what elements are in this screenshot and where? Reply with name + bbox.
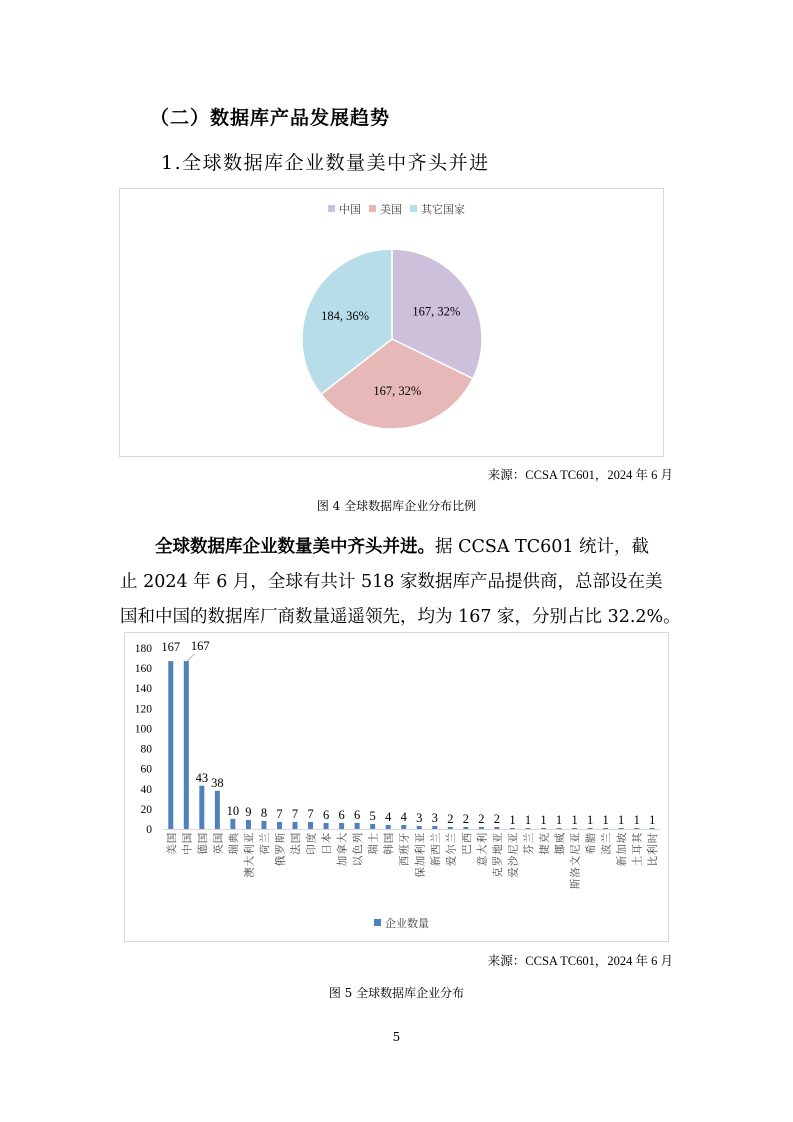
x-category-label xyxy=(475,833,488,867)
y-tick-label: 100 xyxy=(134,723,152,736)
svg-text:新: 新 xyxy=(616,855,629,867)
svg-text:利: 利 xyxy=(647,844,660,855)
bar-data-label: 6 xyxy=(338,807,345,822)
y-tick-label: 40 xyxy=(140,783,152,796)
pie-chart-frame xyxy=(119,188,664,457)
svg-text:克: 克 xyxy=(538,832,551,844)
pie-chart xyxy=(120,189,665,458)
bar xyxy=(494,827,499,829)
bar xyxy=(479,827,484,829)
leader-line xyxy=(187,654,194,661)
x-category-label xyxy=(631,832,644,866)
x-category-label xyxy=(289,833,302,855)
legend-swatch-icon xyxy=(374,919,381,926)
bar xyxy=(619,828,624,829)
x-category-label xyxy=(180,833,193,855)
bar-data-label: 167 xyxy=(190,639,210,653)
bar-data-label: 1 xyxy=(649,812,656,827)
pie-data-label: 184, 36% xyxy=(321,309,370,324)
bar-data-label: 5 xyxy=(369,808,376,823)
bar-data-label: 7 xyxy=(291,806,299,821)
svg-text:西: 西 xyxy=(429,844,442,855)
bar xyxy=(293,822,298,829)
svg-text:捷: 捷 xyxy=(538,844,551,855)
x-category-label xyxy=(506,832,519,878)
svg-text:新: 新 xyxy=(429,855,442,867)
svg-text:耳: 耳 xyxy=(631,844,644,855)
pie-legend-label: 美国 xyxy=(380,203,402,216)
bar xyxy=(572,828,577,829)
bar-chart xyxy=(125,633,670,943)
bar xyxy=(557,828,562,829)
paragraph-line2: 止 2024 年 6 月，全球有共计 518 家数据库产品提供商，总部设在美 xyxy=(120,572,663,592)
bar-data-label: 1 xyxy=(509,812,516,827)
bar-data-label: 43 xyxy=(195,770,209,785)
bar-data-label: 1 xyxy=(571,812,578,827)
svg-text:大: 大 xyxy=(336,832,349,844)
svg-text:瑞: 瑞 xyxy=(367,844,380,855)
x-category-label xyxy=(522,832,535,855)
bar xyxy=(448,827,453,829)
figure4-caption: 图 4 全球数据库企业分布比例 xyxy=(316,499,477,513)
x-category-label xyxy=(491,832,504,878)
bar-data-label: 3 xyxy=(416,810,423,825)
bar xyxy=(230,819,235,829)
svg-text:巴: 巴 xyxy=(460,844,473,855)
x-category-label xyxy=(258,832,271,855)
bar-data-label: 3 xyxy=(431,810,438,825)
pie-legend-label: 中国 xyxy=(339,203,361,216)
svg-text:罗: 罗 xyxy=(274,844,287,855)
svg-text:尔: 尔 xyxy=(445,844,458,855)
page-number: 5 xyxy=(392,1030,401,1044)
x-category-label xyxy=(196,833,209,855)
bar-data-label: 4 xyxy=(385,809,392,824)
bar-data-label: 10 xyxy=(226,803,240,818)
svg-text:亚: 亚 xyxy=(507,832,520,844)
bar-data-label: 1 xyxy=(633,812,640,827)
svg-text:国: 国 xyxy=(212,832,225,844)
svg-text:坡: 坡 xyxy=(616,832,629,844)
bar xyxy=(324,823,329,829)
svg-text:保: 保 xyxy=(414,867,427,878)
figure5-caption: 图 5 全球数据库企业分布 xyxy=(328,986,465,1000)
svg-text:腊: 腊 xyxy=(585,832,598,844)
bar xyxy=(386,825,391,829)
body-paragraph xyxy=(120,530,681,635)
x-category-label xyxy=(273,832,286,866)
x-category-label xyxy=(553,832,566,855)
svg-text:西: 西 xyxy=(398,855,411,867)
bar-legend xyxy=(125,915,670,931)
y-tick-label: 0 xyxy=(146,824,152,836)
figure4-source: 来源：CCSA TC601，2024 年 6 月 xyxy=(487,468,673,482)
svg-text:斯: 斯 xyxy=(569,878,582,890)
y-tick-label: 180 xyxy=(134,643,152,655)
paragraph-lead: 全球数据库企业数量美中齐头并进。 xyxy=(155,537,435,557)
svg-text:印: 印 xyxy=(305,844,318,855)
bar xyxy=(541,828,546,829)
x-category-label xyxy=(351,833,364,867)
svg-text:中: 中 xyxy=(181,844,194,855)
svg-text:利: 利 xyxy=(414,844,427,855)
bar-data-label: 7 xyxy=(307,806,314,821)
bar xyxy=(355,823,360,829)
bar-data-label: 6 xyxy=(354,807,361,822)
svg-text:兰: 兰 xyxy=(445,832,458,844)
svg-text:地: 地 xyxy=(491,844,504,855)
svg-text:国: 国 xyxy=(383,832,396,844)
svg-text:国: 国 xyxy=(165,832,178,844)
paragraph-line3: 国和中国的数据库厂商数量遥遥领先，均为 167 家，分别占比 32.2%。 xyxy=(120,607,681,627)
bar xyxy=(370,824,375,829)
svg-text:比: 比 xyxy=(647,855,660,867)
svg-text:威: 威 xyxy=(554,832,567,844)
svg-text:瑞: 瑞 xyxy=(227,844,240,855)
svg-text:亚: 亚 xyxy=(414,832,427,844)
bar xyxy=(634,828,639,829)
bar xyxy=(277,822,282,829)
svg-text:文: 文 xyxy=(569,855,582,867)
pie-data-label: 167, 32% xyxy=(412,304,461,319)
y-tick-label: 60 xyxy=(140,763,152,776)
svg-text:希: 希 xyxy=(585,844,598,855)
x-category-label xyxy=(413,832,426,878)
figure5-source: 来源：CCSA TC601，2024 年 6 月 xyxy=(487,954,673,968)
bar xyxy=(246,820,251,829)
svg-text:兰: 兰 xyxy=(522,832,535,844)
svg-text:国: 国 xyxy=(290,832,303,844)
svg-text:牙: 牙 xyxy=(398,832,411,844)
svg-text:兰: 兰 xyxy=(429,832,442,844)
bar-data-label: 6 xyxy=(322,807,330,822)
bar-data-label: 2 xyxy=(478,811,485,826)
x-category-label xyxy=(211,833,224,855)
svg-text:芬: 芬 xyxy=(522,844,535,855)
svg-text:士: 士 xyxy=(367,832,380,844)
bar xyxy=(588,828,593,829)
svg-text:英: 英 xyxy=(212,844,225,855)
svg-text:以: 以 xyxy=(352,855,365,867)
svg-text:亚: 亚 xyxy=(491,832,504,844)
svg-text:拿: 拿 xyxy=(336,844,349,855)
svg-text:时: 时 xyxy=(647,832,660,844)
bar-data-label: 1 xyxy=(524,812,532,827)
svg-text:度: 度 xyxy=(305,832,318,844)
bar xyxy=(603,828,608,829)
svg-text:澳: 澳 xyxy=(243,867,256,878)
svg-text:意: 意 xyxy=(476,855,489,867)
section-heading: （二）数据库产品发展趋势 xyxy=(150,107,391,129)
svg-text:其: 其 xyxy=(631,832,644,844)
bar xyxy=(401,825,406,829)
x-category-label xyxy=(367,832,380,855)
bar-data-label: 8 xyxy=(260,805,268,820)
bar-data-label: 38 xyxy=(211,775,224,790)
bar xyxy=(463,827,468,829)
svg-text:大: 大 xyxy=(243,855,256,867)
svg-text:利: 利 xyxy=(243,844,256,855)
svg-text:亚: 亚 xyxy=(243,832,256,844)
paragraph-line1: 据 CCSA TC601 统计，截 xyxy=(435,537,650,557)
bar-data-label: 2 xyxy=(493,811,501,826)
svg-text:俄: 俄 xyxy=(274,855,287,867)
bar-data-label: 2 xyxy=(447,811,454,826)
bar-data-label: 2 xyxy=(462,811,469,826)
svg-text:列: 列 xyxy=(352,832,365,844)
svg-text:爱: 爱 xyxy=(507,867,520,878)
svg-text:加: 加 xyxy=(414,855,427,867)
svg-text:本: 本 xyxy=(321,832,334,844)
bar xyxy=(168,661,173,829)
x-category-label xyxy=(584,832,597,855)
bar xyxy=(199,786,204,829)
bar xyxy=(339,823,344,829)
x-category-label xyxy=(569,832,582,889)
x-category-label xyxy=(429,832,442,866)
svg-text:洛: 洛 xyxy=(569,867,582,878)
svg-text:西: 西 xyxy=(460,832,473,844)
bar xyxy=(417,826,422,829)
x-category-label xyxy=(646,832,659,866)
subsection-heading: 1.全球数据库企业数量美中齐头并进 xyxy=(161,152,490,174)
svg-text:日: 日 xyxy=(321,844,334,855)
svg-text:尼: 尼 xyxy=(507,844,520,855)
svg-text:美: 美 xyxy=(165,844,178,855)
svg-text:斯: 斯 xyxy=(274,832,287,844)
x-category-label xyxy=(461,832,473,855)
y-tick-label: 80 xyxy=(140,743,152,756)
y-tick-label: 20 xyxy=(140,803,152,816)
svg-text:利: 利 xyxy=(476,832,489,844)
bar-data-label: 1 xyxy=(540,812,547,827)
bar xyxy=(308,822,313,829)
bar xyxy=(184,661,189,829)
svg-text:法: 法 xyxy=(290,844,303,855)
svg-text:波: 波 xyxy=(600,844,613,855)
svg-text:挪: 挪 xyxy=(554,844,567,855)
bar xyxy=(432,826,437,829)
svg-text:色: 色 xyxy=(352,844,365,855)
y-tick-label: 140 xyxy=(134,683,152,696)
svg-text:兰: 兰 xyxy=(600,832,613,844)
x-category-label xyxy=(538,832,551,855)
svg-text:克: 克 xyxy=(491,867,504,878)
svg-text:国: 国 xyxy=(181,832,194,844)
svg-text:亚: 亚 xyxy=(569,832,582,844)
bar-data-label: 1 xyxy=(555,812,563,827)
bar-data-label: 4 xyxy=(400,809,407,824)
svg-text:爱: 爱 xyxy=(445,855,458,867)
svg-text:兰: 兰 xyxy=(258,832,271,844)
bar-data-label: 9 xyxy=(245,804,252,819)
svg-text:大: 大 xyxy=(476,844,489,855)
svg-text:加: 加 xyxy=(616,844,629,855)
bar-chart-frame xyxy=(124,632,669,942)
x-category-label xyxy=(444,832,457,866)
bar-data-label: 7 xyxy=(276,806,283,821)
bar xyxy=(215,791,220,829)
x-category-label xyxy=(600,832,613,855)
bar xyxy=(261,821,266,829)
x-category-label xyxy=(382,833,395,855)
x-category-label xyxy=(398,833,411,867)
x-category-label xyxy=(165,833,178,855)
bar xyxy=(510,828,515,829)
svg-text:典: 典 xyxy=(227,832,240,844)
x-category-label xyxy=(305,832,318,855)
pie-data-label: 167, 32% xyxy=(373,383,422,398)
svg-text:德: 德 xyxy=(196,844,209,855)
bar-legend-label: 企业数量 xyxy=(385,917,429,930)
svg-text:罗: 罗 xyxy=(491,855,504,867)
bar xyxy=(650,828,655,829)
bar-data-label: 1 xyxy=(618,812,625,827)
svg-text:班: 班 xyxy=(398,844,411,855)
svg-text:荷: 荷 xyxy=(258,844,271,855)
bar xyxy=(525,828,530,829)
bar-data-label: 167 xyxy=(161,640,181,654)
y-tick-label: 160 xyxy=(134,663,152,676)
x-category-label xyxy=(320,832,333,855)
bar-data-label: 1 xyxy=(602,812,609,827)
svg-text:国: 国 xyxy=(196,832,209,844)
y-tick-label: 120 xyxy=(134,703,152,716)
svg-text:土: 土 xyxy=(631,855,644,867)
bar-data-label: 1 xyxy=(586,812,594,827)
svg-text:沙: 沙 xyxy=(507,855,520,867)
x-category-label xyxy=(615,832,628,866)
svg-text:尼: 尼 xyxy=(569,844,582,855)
svg-text:韩: 韩 xyxy=(383,844,396,855)
x-category-label xyxy=(227,832,240,855)
pie-legend-label: 其它国家 xyxy=(421,203,465,216)
x-category-label xyxy=(336,832,349,866)
x-category-label xyxy=(242,832,255,878)
svg-text:加: 加 xyxy=(336,855,349,867)
